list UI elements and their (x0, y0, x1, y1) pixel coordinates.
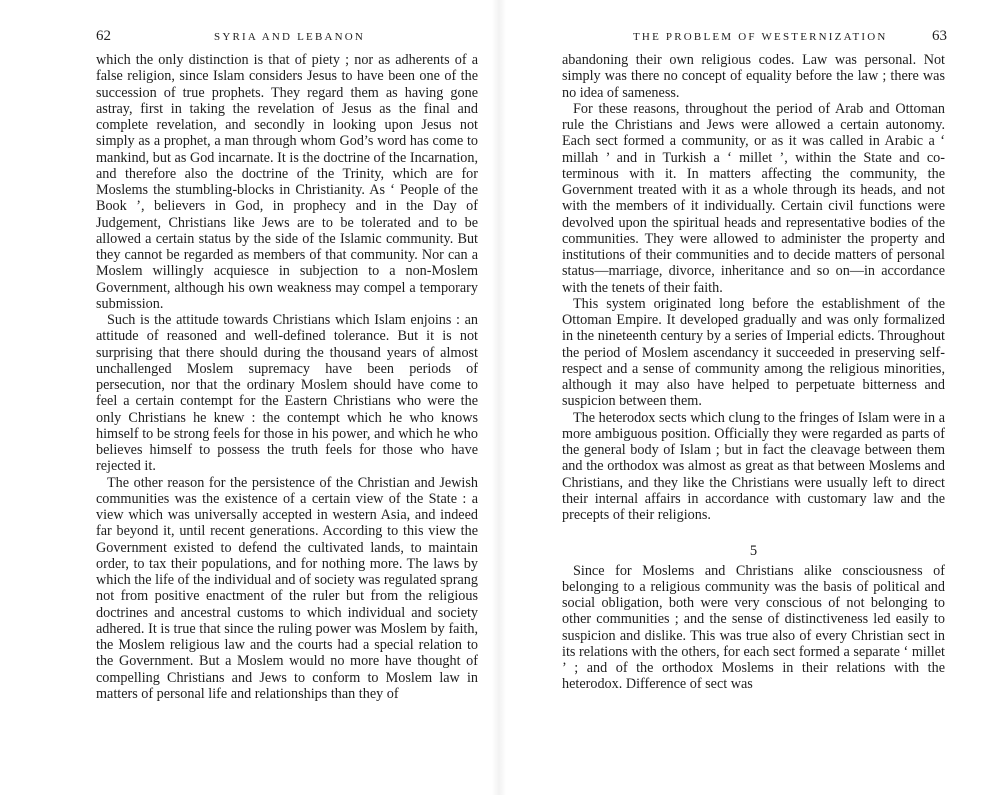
page-number: 63 (932, 28, 947, 44)
right-page (499, 0, 998, 795)
paragraph: Since for Moslems and Christians alike consciousness of belonging to a religious community was the basis of political and social obligation, both were very conscious of not belonging to other communities ; and the sense of distinctiveness led easily to suspicion and dislike. This was true also of every Christian sect in its relations with the others, for each sect formed a separate ‘ millet ’ ; and of the orthodox Moslems in their relations with the heterodox. Difference of sect was (562, 562, 945, 693)
paragraph: For these reasons, throughout the period of Arab and Ottoman rule the Christians and Jews were allowed a certain autonomy. Each sect formed a community, or as it was called in Arabic a ‘ millah ’ and in Turkish a ‘ millet ’, within the State and co-terminous with it. In matters affecting the community, the Government treated with it as a whole through its heads, and not with the members of it individually. Certain civil functions were devolved upon the spiritual heads and representative bodies of the communities. They were allowed to administer the property and institutions of their communities and to decide matters of personal status—marriage, divorce, inheritance and so on—in accordance with the tenets of their faith. (562, 100, 945, 296)
running-head: SYRIA AND LEBANON (214, 31, 366, 43)
page-body (96, 52, 478, 702)
paragraph: This system originated long before the establishment of the Ottoman Empire. It developed gradually and was only formalized in the nineteenth century by a series of Imperial edicts. Throughout the period of Moslem ascendancy it succeeded in preserving self-respect and a sense of community among the religious minorities, although it may also have helped to perpetuate bitterness and suspicion between them. (562, 295, 945, 410)
paragraph: Such is the attitude towards Christians which Islam enjoins : an attitude of reasoned and well-defined tolerance. But it is not surprising that there should during the thousand years of almost unchallenged Moslem supremacy have been periods of persecution, nor that the ordinary Moslem should have come to feel a certain contempt for the Eastern Christians who were the only Christians he knew : the contempt which he who knows himself to be strong feels for those in his power, and which he who believes himself to possess the truth feels for those who have rejected it. (96, 312, 478, 475)
page-number: 62 (96, 28, 111, 44)
page-body (562, 52, 945, 693)
section-number: 5 (749, 543, 758, 560)
paragraph: which the only distinction is that of piety ; nor as adherents of a false religion, since Islam considers Jesus to have been one of the succession of true prophets. They regard them as having gone astray, first in taking the revelation of Jesus as the final and complete revelation, and secondly in looking upon Jesus not simply as a prophet, a man through whom God’s word has come to mankind, but as God incarnate. It is the doctrine of the Incarnation, and therefore also the doctrine of the Trinity, which are for Moslems the stumbling-blocks in Christianity. As ‘ People of the Book ’, believers in God, in prophecy and in the Day of Judgement, Christians like Jews are to be tolerated and to be allowed a certain status by the side of the Islamic community. But they cannot be regarded as members of that community. Nor can a Moslem willingly acquiesce in subjection to a non-Moslem Government, although his own weakness may compel a temporary submission. (96, 52, 478, 312)
running-head: THE PROBLEM OF WESTERNIZATION (633, 31, 888, 43)
paragraph: abandoning their own religious codes. Law was personal. Not simply was there no concept of equality before the law ; there was no idea of sameness. (562, 52, 945, 101)
paragraph: The heterodox sects which clung to the fringes of Islam were in a more ambiguous position. Officially they were regarded as parts of the general body of Islam ; but in fact the cleavage between them and the orthodox was almost as great as that between Moslems and Christians, and they like the Christians were usually left to direct their internal affairs in accordance with customary law and the precepts of their religions. (562, 409, 945, 523)
paragraph: The other reason for the persistence of the Christian and Jewish communities was the existence of a certain view of the State : a view which was universally accepted in western Asia, and indeed far beyond it, until recent generations. According to this view the Government existed to defend the cultivated lands, to maintain order, to tax their populations, and for nothing more. The laws by which the life of the individual and of society was regulated sprang not from positive enactment of the ruler but from the religious doctrines and ancestral customs to which individual and society adhered. It is true that since the ruling power was Moslem by faith, the Moslem religious law and the courts had a special relation to the Government. But a Moslem would no more have thought of compelling Christians and Jews to conform to Moslem law in matters of personal life and relationships than they of (96, 474, 478, 702)
